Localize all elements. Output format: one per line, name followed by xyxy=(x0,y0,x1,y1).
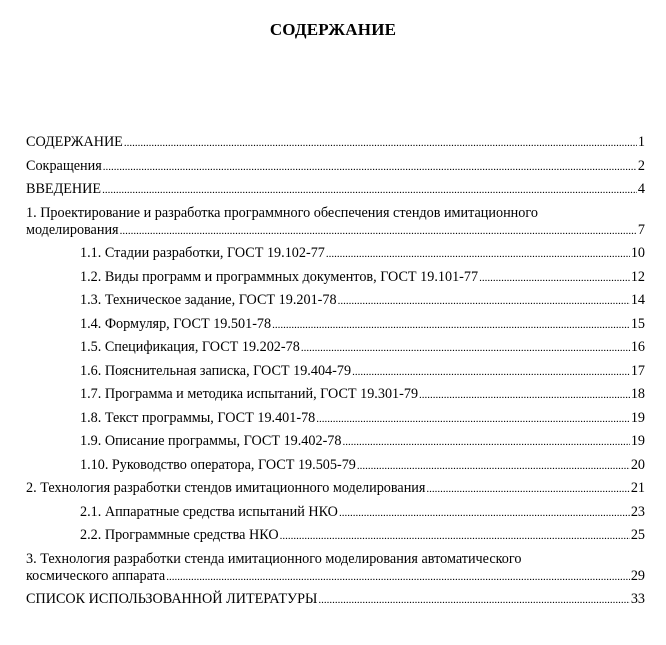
toc-page-number: 25 xyxy=(630,527,645,543)
toc-entry-1-7[interactable] xyxy=(26,386,645,403)
toc-entry-text: 1.10. Руководство оператора, ГОСТ 19.505-79 xyxy=(80,456,356,473)
toc-leader-dots xyxy=(318,591,629,608)
toc-entry-text: СПИСОК ИСПОЛЬЗОВАННОЙ ЛИТЕРАТУРЫ xyxy=(26,591,318,607)
toc-page-number: 2 xyxy=(637,157,645,174)
toc-page-number: 10 xyxy=(630,245,645,261)
toc-entry-text: 1.4. Формуляр, ГОСТ 19.501-78 xyxy=(80,315,272,332)
toc-leader-dots xyxy=(301,339,630,356)
toc-page-number: 16 xyxy=(630,339,645,355)
toc-entry-text: 2.2. Программные средства НКО xyxy=(80,527,279,543)
toc-page-number: 7 xyxy=(637,221,645,238)
toc-page-number: 20 xyxy=(630,456,645,473)
toc-entry-1-10[interactable] xyxy=(26,457,645,474)
toc-page-number: 14 xyxy=(630,292,645,308)
toc-entry-1-4[interactable] xyxy=(26,316,645,333)
toc-leader-dots xyxy=(339,504,630,521)
toc-entry-text: 1.6. Пояснительная записка, ГОСТ 19.404-79 xyxy=(80,362,352,379)
toc-page-number: 1 xyxy=(637,134,645,150)
toc-entry-abbreviations[interactable] xyxy=(26,158,645,175)
toc-entry-1-2[interactable] xyxy=(26,269,645,286)
toc-leader-dots xyxy=(479,269,630,286)
toc-entry-text: 1.7. Программа и методика испытаний, ГОСТ 19.301-79 xyxy=(80,386,419,402)
toc-entry-text: 1.8. Текст программы, ГОСТ 19.401-78 xyxy=(80,409,316,426)
toc-entry-text: 1.3. Техническое задание, ГОСТ 19.201-78 xyxy=(80,292,337,308)
toc-page-number: 15 xyxy=(630,315,645,332)
toc-entry-chapter-2[interactable] xyxy=(26,480,645,497)
toc-entry-1-6[interactable] xyxy=(26,363,645,380)
toc-leader-dots xyxy=(419,386,630,403)
toc-entry-2-2[interactable] xyxy=(26,527,645,544)
toc-page-number: 12 xyxy=(630,268,645,285)
toc-leader-dots xyxy=(103,158,637,175)
toc-leader-dots xyxy=(102,181,637,198)
toc-leader-dots xyxy=(426,480,629,497)
toc-entry-1-9[interactable] xyxy=(26,433,645,450)
toc-entry-text: 1.5. Спецификация, ГОСТ 19.202-78 xyxy=(80,339,300,355)
toc-entry-text-line-2: космического аппарата xyxy=(26,567,166,584)
toc-page-number: 19 xyxy=(630,433,645,449)
toc-entry-text: 2. Технология разработки стендов имитационного моделирования xyxy=(26,480,426,496)
toc-entry-1-8[interactable] xyxy=(26,410,645,427)
toc-page-number: 19 xyxy=(630,409,645,426)
toc-leader-dots xyxy=(316,410,630,427)
toc-entry-1-5[interactable] xyxy=(26,339,645,356)
toc-page-number: 21 xyxy=(630,480,645,496)
toc-entry-text: 1.9. Описание программы, ГОСТ 19.402-78 xyxy=(80,433,342,449)
toc-leader-dots xyxy=(124,134,637,151)
toc-entry-text: СОДЕРЖАНИЕ xyxy=(26,134,123,150)
toc-page-number: 29 xyxy=(630,567,645,584)
toc-entry-references[interactable] xyxy=(26,591,645,608)
toc-leader-dots xyxy=(120,222,637,239)
toc-entry-text-line-2: моделирования xyxy=(26,221,119,238)
toc-entry-introduction[interactable] xyxy=(26,181,645,198)
toc-page-number: 17 xyxy=(630,362,645,379)
toc-leader-dots xyxy=(343,433,630,450)
table-of-contents xyxy=(26,134,645,615)
toc-entry-contents[interactable] xyxy=(26,134,645,151)
toc-leader-dots xyxy=(357,457,630,474)
toc-entry-text: 1.1. Стадии разработки, ГОСТ 19.102-77 xyxy=(80,245,325,261)
page-title: СОДЕРЖАНИЕ xyxy=(269,20,397,39)
toc-page-number: 33 xyxy=(630,591,645,607)
toc-entry-text-line-1: 3. Технология разработки стенда имитационного моделирования автоматического xyxy=(26,550,522,567)
toc-page-number: 4 xyxy=(637,181,645,197)
toc-entry-chapter-3[interactable] xyxy=(26,551,645,585)
toc-entry-text-line-1: 1. Проектирование и разработка программного обеспечения стендов имитационного xyxy=(26,204,538,221)
toc-leader-dots xyxy=(280,527,630,544)
toc-entry-text: 2.1. Аппаратные средства испытаний НКО xyxy=(80,503,338,520)
toc-leader-dots xyxy=(352,363,630,380)
toc-entry-2-1[interactable] xyxy=(26,504,645,521)
toc-entry-1-1[interactable] xyxy=(26,245,645,262)
toc-entry-chapter-1[interactable] xyxy=(26,205,645,239)
toc-leader-dots xyxy=(166,568,630,585)
toc-leader-dots xyxy=(326,245,630,262)
toc-entry-text: 1.2. Виды программ и программных документов, ГОСТ 19.101-77 xyxy=(80,268,479,285)
toc-page-number: 23 xyxy=(630,503,645,520)
toc-entry-1-3[interactable] xyxy=(26,292,645,309)
toc-entry-text: Сокращения xyxy=(26,157,102,174)
toc-leader-dots xyxy=(338,292,630,309)
toc-page-number: 18 xyxy=(630,386,645,402)
toc-entry-text: ВВЕДЕНИЕ xyxy=(26,181,102,197)
toc-leader-dots xyxy=(272,316,630,333)
